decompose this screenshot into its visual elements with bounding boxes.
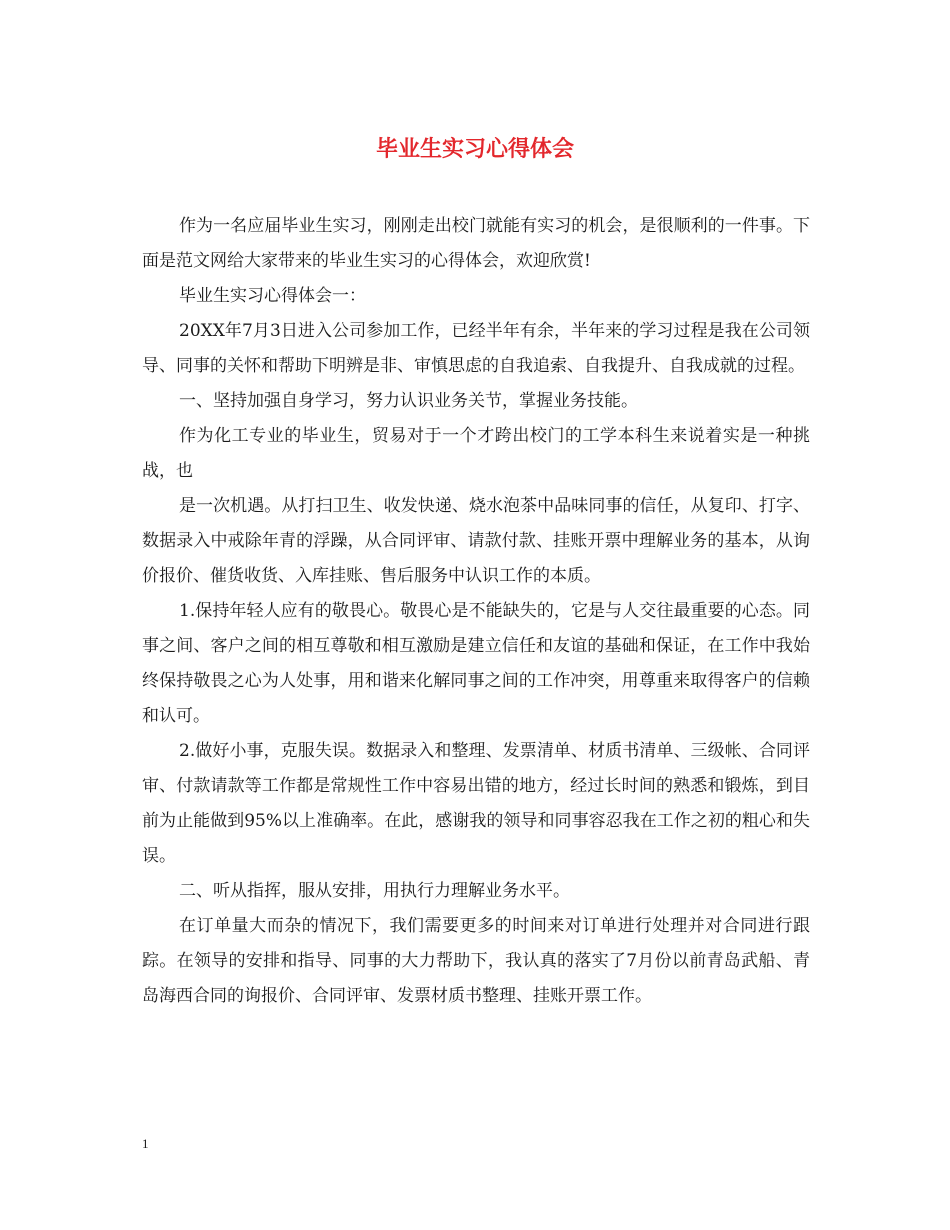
document-title: 毕业生实习心得体会 xyxy=(375,136,574,162)
paragraph-opportunity: 是一次机遇。从打扫卫生、收发快递、烧水泡茶中品味同事的信任，从复印、打字、数据录入中戒除年青的浮躁，从合同评审、请款付款、挂账开票中理解业务的基本，从询价报价、催货收货、入库挂账、售后服务中认识工作的本质。 xyxy=(142,496,810,586)
page-number: 1 xyxy=(142,1136,149,1151)
paragraph-section-heading: 毕业生实习心得体会一： xyxy=(179,286,366,306)
paragraph-intro: 作为一名应届毕业生实习，刚刚走出校门就能有实习的机会，是很顺利的一件事。下面是范文网给大家带来的毕业生实习的心得体会，欢迎欣赏! xyxy=(142,216,810,271)
paragraph-point-one: 一、坚持加强自身学习，努力认识业务关节，掌握业务技能。 xyxy=(179,391,638,411)
paragraph-small-things: 2.做好小事，克服失误。数据录入和整理、发票清单、材质书清单、三级帐、合同评审、付款请款等工作都是常规性工作中容易出错的地方，经过长时间的熟悉和锻炼，到目前为止能做到95%以上准确率。在此，感谢我的领导和同事容忍我在工作之初的粗心和失误。 xyxy=(142,741,810,866)
paragraph-point-two: 二、听从指挥，服从安排，用执行力理解业务水平。 xyxy=(179,881,570,901)
document-body xyxy=(142,209,810,1014)
paragraph-start-date: 20XX年7月3日进入公司参加工作，已经半年有余，半年来的学习过程是我在公司领导、同事的关怀和帮助下明辨是非、审慎思虑的自我追索、自我提升、自我成就的过程。 xyxy=(142,321,810,376)
paragraph-orders: 在订单量大而杂的情况下，我们需要更多的时间来对订单进行处理并对合同进行跟踪。在领导的安排和指导、同事的大力帮助下，我认真的落实了7月份以前青岛武船、青岛海西合同的询报价、合同评审、发票材质书整理、挂账开票工作。 xyxy=(142,916,810,1006)
paragraph-respect: 1.保持年轻人应有的敬畏心。敬畏心是不能缺失的，它是与人交往最重要的心态。同事之间、客户之间的相互尊敬和相互激励是建立信任和友谊的基础和保证，在工作中我始终保持敬畏之心为人处事，用和谐来化解同事之间的工作冲突，用尊重来取得客户的信赖和认可。 xyxy=(142,601,810,726)
paragraph-challenge: 作为化工专业的毕业生，贸易对于一个才跨出校门的工学本科生来说着实是一种挑战，也 xyxy=(142,426,810,481)
